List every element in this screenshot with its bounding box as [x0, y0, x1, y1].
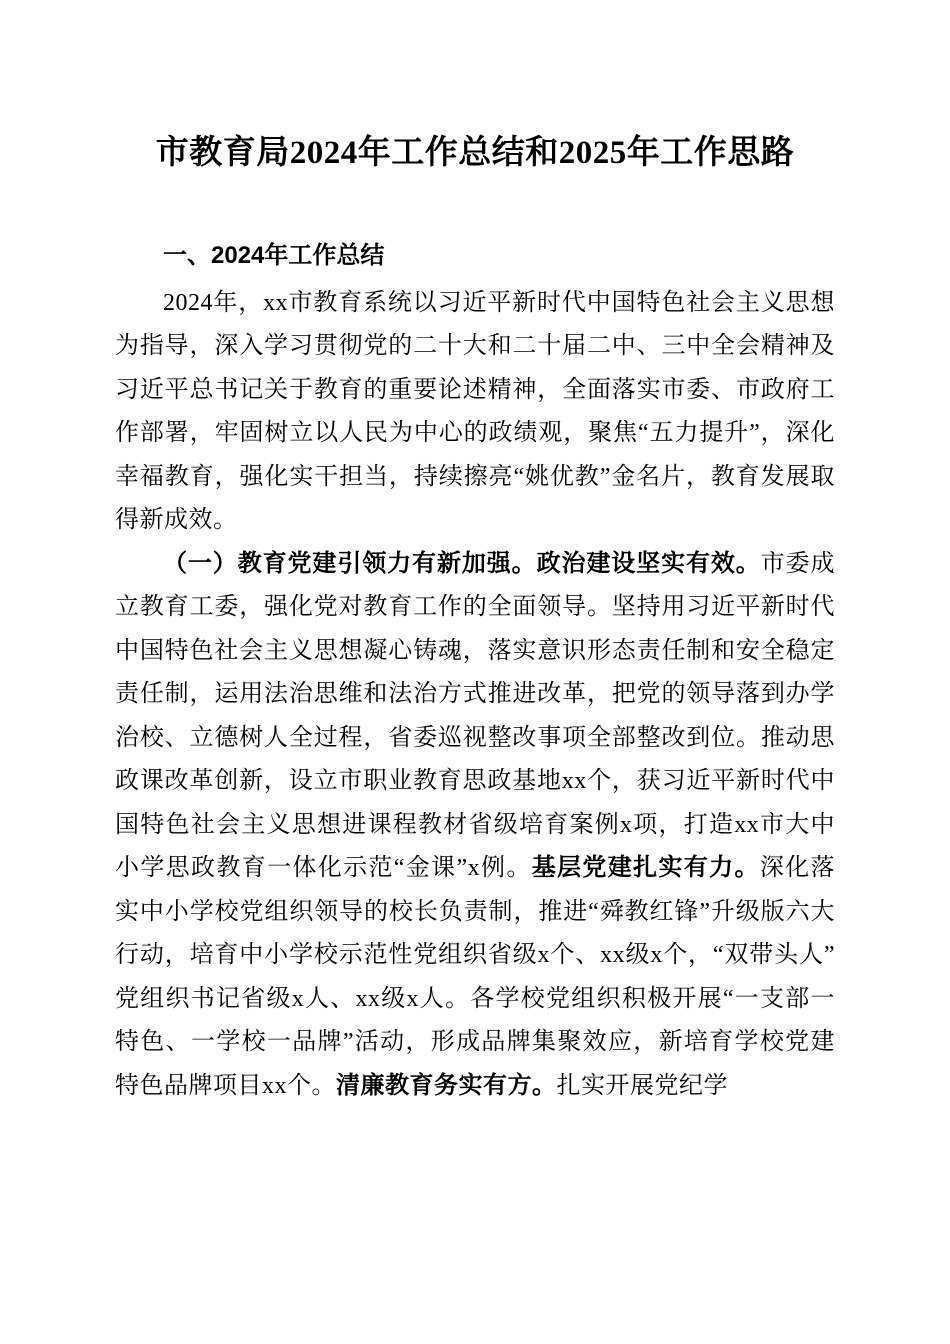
run-inline-heading-integrity: 清廉教育务实有方。	[336, 1072, 557, 1099]
paragraph-overview: 2024年，xx市教育系统以习近平新时代中国特色社会主义思想为指导，深入学习贯彻党的二十大和二十届二中、三中全会精神及习近平总书记关于教育的重要论述精神，全面落实市委、市政府工作部署，牢固树立以人民为中心的政绩观，聚焦“五力提升”，深化幸福教育，强化实干担当，持续擦亮“姚优教”金名片，教育发展取得新成效。	[115, 289, 835, 533]
run-body-grassroots: 深化落实中小学校党组织领导的校长负责制，推进“舜教红锋”升级版六大行动，培育中小学校示范性党组织省级x个、xx级x个，“双带头人”党组织书记省级x人、xx级x人。各学校党组织积极开展“一支部一特色、一学校一品牌”活动，形成品牌集聚效应，新培育学校党建特色品牌项目xx个。	[115, 855, 836, 1099]
run-inline-heading-political: 政治建设坚实有效。	[536, 550, 761, 577]
document-title: 市教育局2024年工作总结和2025年工作思路	[155, 135, 795, 171]
run-body-integrity: 扎实开展党纪学	[556, 1072, 728, 1099]
section-heading-work-summary: 一、2024年工作总结	[163, 242, 385, 269]
run-inline-heading-grassroots: 基层党建扎实有力。	[531, 855, 760, 881]
run-subsection-label: （一）教育党建引领力有新加强。	[163, 550, 537, 577]
paragraph-party-building	[115, 543, 835, 1109]
run-body-political: 市委成立教育工委，强化党对教育工作的全面领导。坚持用习近平新时代中国特色社会主义思想凝心铸魂，落实意识形态责任制和安全稳定责任制，运用法治思维和法治方式推进改革，把党的领导落到办学治校、立德树人全过程，省委巡视整改事项全部整改到位。推动思政课改革创新，设立市职业教育思政基地xx个，获习近平新时代中国特色社会主义思想进课程教材省级培育案例x项，打造xx市大中小学思政教育一体化示范“金课”x例。	[115, 550, 836, 881]
